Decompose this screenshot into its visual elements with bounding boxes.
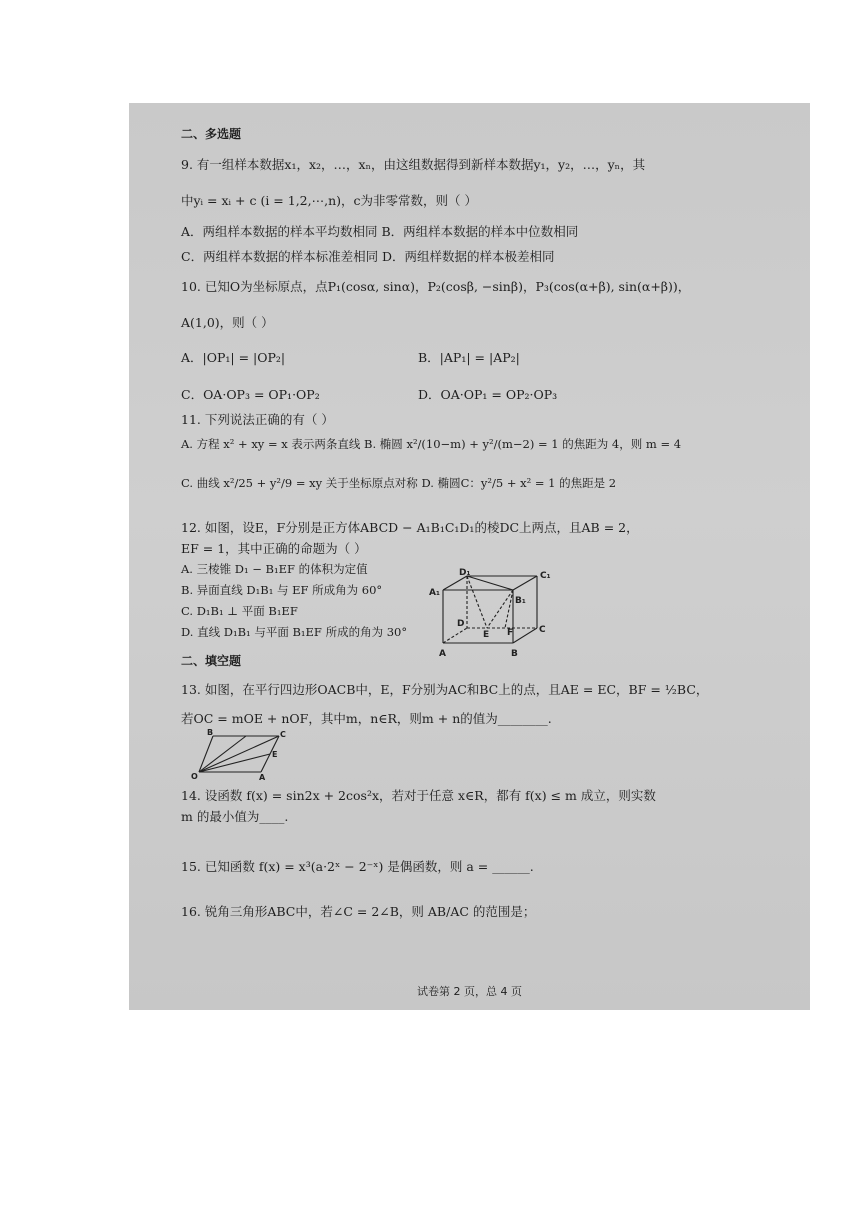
q11-options-ab: A. 方程 x² + xy = x 表示两条直线 B. 椭圆 x²/(10−m) + y²/(m−2) = 1 的焦距为 4，则 m = 4 xyxy=(181,437,682,451)
q11-stem: 11. 下列说法正确的有（ ） xyxy=(181,412,334,427)
page-footer: 试卷第 2 页，总 4 页 xyxy=(417,985,522,998)
q10-option-d: D．OA·OP₁ = OP₂·OP₃ xyxy=(418,387,558,402)
q14-stem-line1: 14. 设函数 f(x) = sin2x + 2cos²x，若对于任意 x∈R，都有 f(x) ≤ m 成立，则实数 xyxy=(181,788,656,803)
q12-option-a: A. 三棱锥 D₁ − B₁EF 的体积为定值 xyxy=(181,562,368,576)
q10-stem-line1: 10. 已知O为坐标原点，点P₁(cosα, sinα)，P₂(cosβ, −sinβ)，P₃(cos(α+β), sin(α+β))， xyxy=(181,279,691,294)
label-c1: C₁ xyxy=(540,571,551,581)
label-e: E xyxy=(272,750,278,759)
q10-stem-line2: A(1,0)，则（ ） xyxy=(181,315,274,330)
label-d1: D₁ xyxy=(459,568,471,578)
q15-stem: 15. 已知函数 f(x) = x³(a·2ˣ − 2⁻ˣ) 是偶函数，则 a = ______. xyxy=(181,859,534,874)
q9-stem-line2: 中yᵢ = xᵢ + c (i = 1,2,⋯,n)，c为非零常数，则（ ） xyxy=(181,193,477,208)
label-o: O xyxy=(191,772,198,780)
label-b1: B₁ xyxy=(515,596,526,606)
q12-option-c: C. D₁B₁ ⊥ 平面 B₁EF xyxy=(181,604,298,618)
q13-stem-line1: 13. 如图，在平行四边形OACB中，E，F分别为AC和BC上的点，且AE = EC，BF = ½BC， xyxy=(181,682,709,697)
q14-stem-line2: m 的最小值为____. xyxy=(181,809,289,824)
q12-option-d: D. 直线 D₁B₁ 与平面 B₁EF 所成的角为 30° xyxy=(181,625,408,639)
q10-option-c: C．OA·OP₃ = OP₁·OP₂ xyxy=(181,387,320,402)
q9-options-cd: C．两组样本数据的样本标准差相同 D．两组样数据的样本极差相同 xyxy=(181,249,555,264)
q10-option-a: A．|OP₁| = |OP₂| xyxy=(181,350,286,365)
label-e: E xyxy=(483,630,490,640)
section-heading-multiple-choice: 二、多选题 xyxy=(181,127,242,141)
q9-options-ab: A．两组样本数据的样本平均数相同 B．两组样本数据的样本中位数相同 xyxy=(181,224,579,239)
label-f: F xyxy=(507,628,514,638)
label-a: A xyxy=(439,649,446,658)
label-c: C xyxy=(539,625,546,635)
label-c: C xyxy=(280,730,286,739)
parallelogram-figure xyxy=(191,728,291,780)
q9-stem-line1: 9. 有一组样本数据x₁，x₂，…，xₙ，由这组数据得到新样本数据y₁，y₂，…，yₙ，其 xyxy=(181,157,646,172)
exam-page xyxy=(129,103,810,1010)
q12-option-b: B. 异面直线 D₁B₁ 与 EF 所成角为 60° xyxy=(181,583,383,597)
q13-stem-line2: 若OC = mOE + nOF，其中m，n∈R，则m + n的值为________. xyxy=(181,711,552,726)
q16-stem: 16. 锐角三角形ABC中，若∠C = 2∠B，则 AB/AC 的范围是； xyxy=(181,904,536,919)
q10-option-b: B．|AP₁| = |AP₂| xyxy=(418,350,520,365)
q12-stem-line1: 12. 如图，设E，F分别是正方体ABCD − A₁B₁C₁D₁的棱DC上两点，且AB = 2， xyxy=(181,520,639,535)
q12-stem-line2: EF = 1，其中正确的命题为（ ） xyxy=(181,541,367,556)
cube-figure xyxy=(429,568,569,658)
q11-options-cd: C. 曲线 x²/25 + y²/9 = xy 关于坐标原点对称 D. 椭圆C：y²/5 + x² = 1 的焦距是 2 xyxy=(181,476,617,490)
label-a1: A₁ xyxy=(429,588,440,598)
label-a: A xyxy=(259,773,266,780)
label-b: B xyxy=(511,649,518,658)
label-b: B xyxy=(207,728,214,737)
section-heading-fill-blank: 二、填空题 xyxy=(181,654,242,668)
label-d: D xyxy=(457,619,465,629)
